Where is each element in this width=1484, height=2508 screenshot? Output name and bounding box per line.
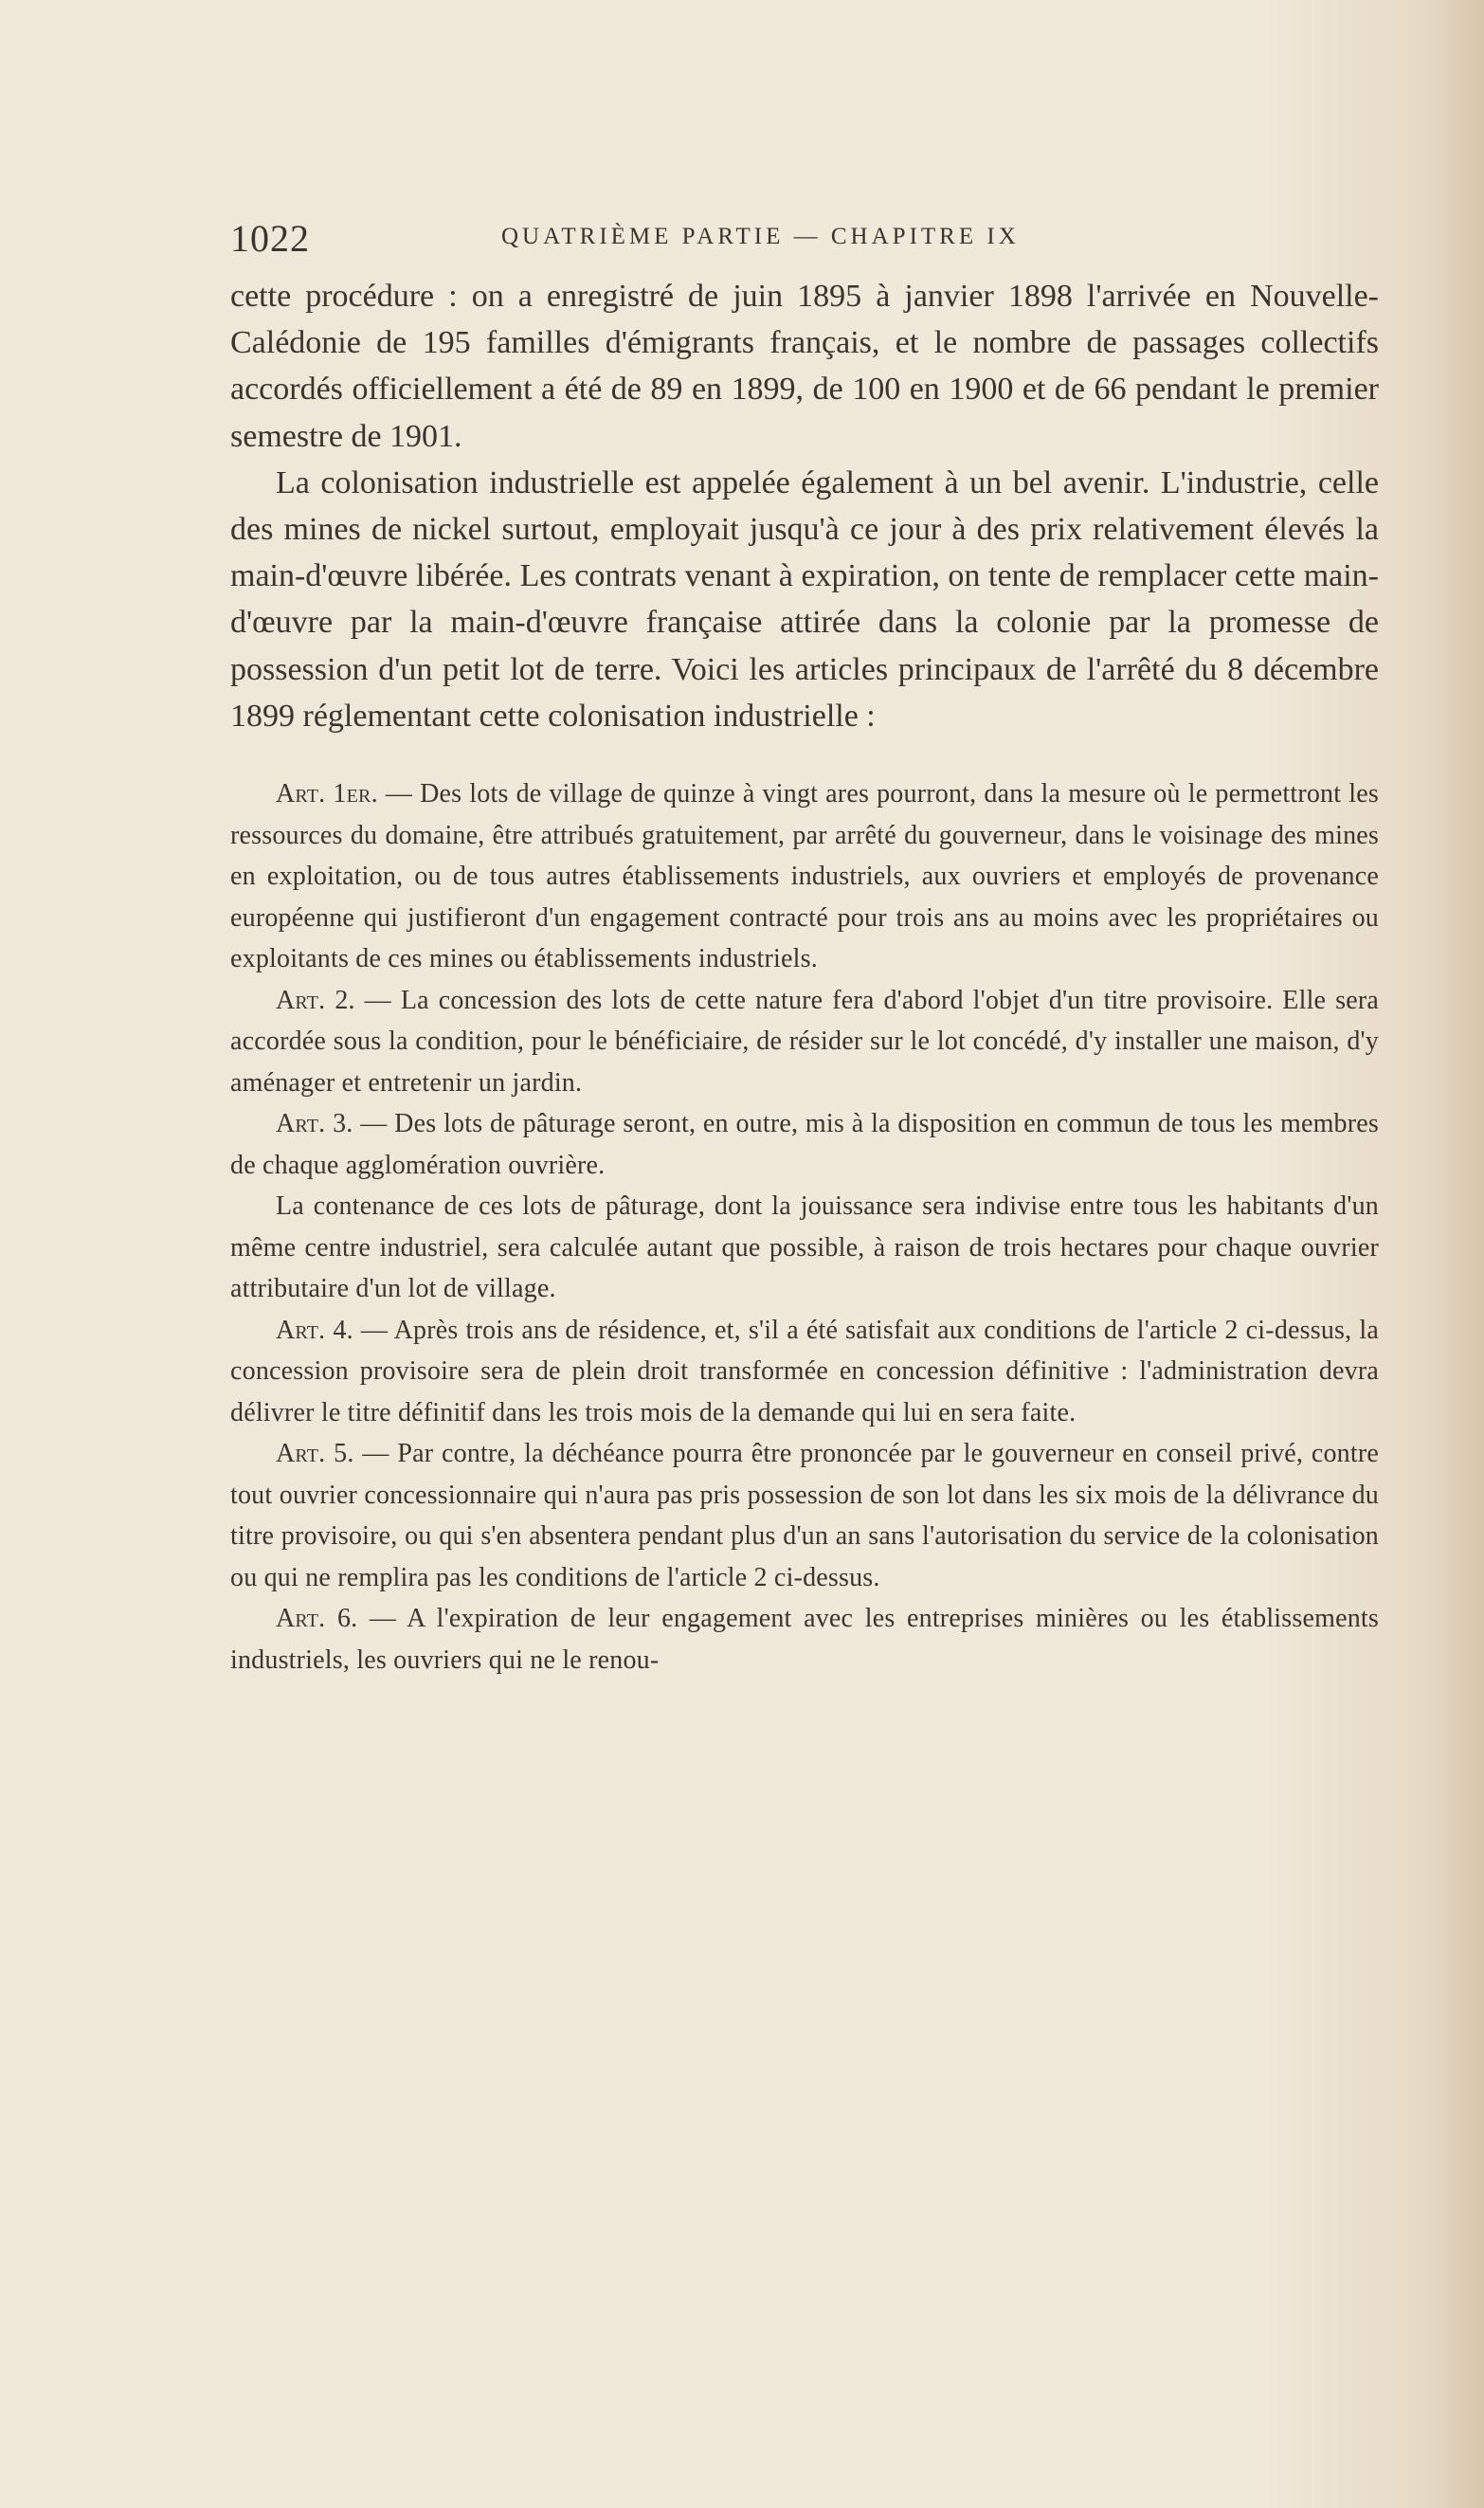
article-text: — Des lots de village de quinze à vingt ares pourront, dans la mesure où le permettront les ressources du domaine, être attribués gratuitement, par arrêté du gouverneur, dans le voisinage des mines en exploitation, ou de tous autres établissements industriels, aux ouvriers et employés de provenance européenne qui justifieront d'un engagement contracté pour trois ans au moins avec les propriétaires ou exploitants de ces mines ou établissements industriels.	[230, 779, 1379, 974]
main-text	[230, 273, 1379, 739]
article-text: — Après trois ans de résidence, et, s'il a été satisfait aux conditions de l'article 2 ci-dessus, la concession provisoire sera de plein droit transformée en concession définitive : l'administration devra délivrer le titre définitif dans les trois mois de la demande qui lui en sera faite.	[230, 1315, 1379, 1427]
paragraph-procedure: cette procédure : on a enregistré de juin 1895 à janvier 1898 l'arrivée en Nouvelle-Calédonie de 195 familles d'émigrants français, et le nombre de passages collectifs accordés officiellement a été de 89 en 1899, de 100 en 1900 et de 66 pendant le premier semestre de 1901.	[230, 279, 1379, 454]
article-3	[230, 1103, 1379, 1186]
article-3-continued	[230, 1186, 1379, 1310]
article-text: La contenance de ces lots de pâturage, dont la jouissance sera indivise entre tous les habitants d'un même centre industriel, sera calculée autant que possible, à raison de trois hectares pour chaque ouvrier attributaire d'un lot de village.	[230, 1191, 1379, 1304]
article-label: Art. 2.	[276, 985, 355, 1015]
article-label: Art. 5.	[276, 1439, 354, 1469]
article-6	[230, 1598, 1379, 1681]
page-number: 1022	[230, 217, 310, 260]
decree-articles	[230, 773, 1379, 1681]
article-text: — La concession des lots de cette nature fera d'abord l'objet d'un titre provisoire. Elle sera accordée sous la condition, pour le bénéficiaire, de résider sur le lot concédé, d'y installer une maison, d'y aménager et entretenir un jardin.	[230, 985, 1379, 1098]
article-2	[230, 980, 1379, 1104]
article-label: Art. 4.	[276, 1315, 353, 1345]
article-5	[230, 1433, 1379, 1598]
paragraph-colonisation-industrielle: La colonisation industrielle est appelée également à un bel avenir. L'industrie, celle des mines de nickel surtout, employait jusqu'à ce jour à des prix relativement élevés la main-d'œuvre libérée. Les contrats venant à expiration, on tente de remplacer cette main-d'œuvre par la main-d'œuvre française attirée dans la colonie par la promesse de possession d'un petit lot de terre. Voici les articles principaux de l'arrêté du 8 décembre 1899 réglementant cette colonisation industrielle :	[230, 464, 1379, 734]
article-text: — Par contre, la déchéance pourra être prononcée par le gouverneur en conseil privé, contre tout ouvrier concessionnaire qui n'aura pas pris possession de son lot dans les six mois de la délivrance du titre provisoire, ou qui s'en absentera pendant plus d'un an sans l'autorisation du service de la colonisation ou qui ne remplira pas les conditions de l'article 2 ci-dessus.	[230, 1439, 1379, 1592]
article-label: Art. 6.	[276, 1604, 358, 1634]
article-label: Art. 1er.	[276, 779, 378, 809]
page-content	[230, 216, 1379, 1681]
article-text: — Des lots de pâturage seront, en outre, mis à la disposition en commun de tous les membres de chaque agglomération ouvrière.	[230, 1109, 1379, 1180]
article-label: Art. 3.	[276, 1109, 353, 1139]
article-1	[230, 773, 1379, 980]
article-4	[230, 1310, 1379, 1434]
page-header	[230, 216, 1379, 265]
running-head: QUATRIÈME PARTIE — CHAPITRE IX	[501, 224, 1020, 249]
article-text: — A l'expiration de leur engagement avec les entreprises minières ou les établissements industriels, les ouvriers qui ne le renou-	[230, 1604, 1379, 1675]
